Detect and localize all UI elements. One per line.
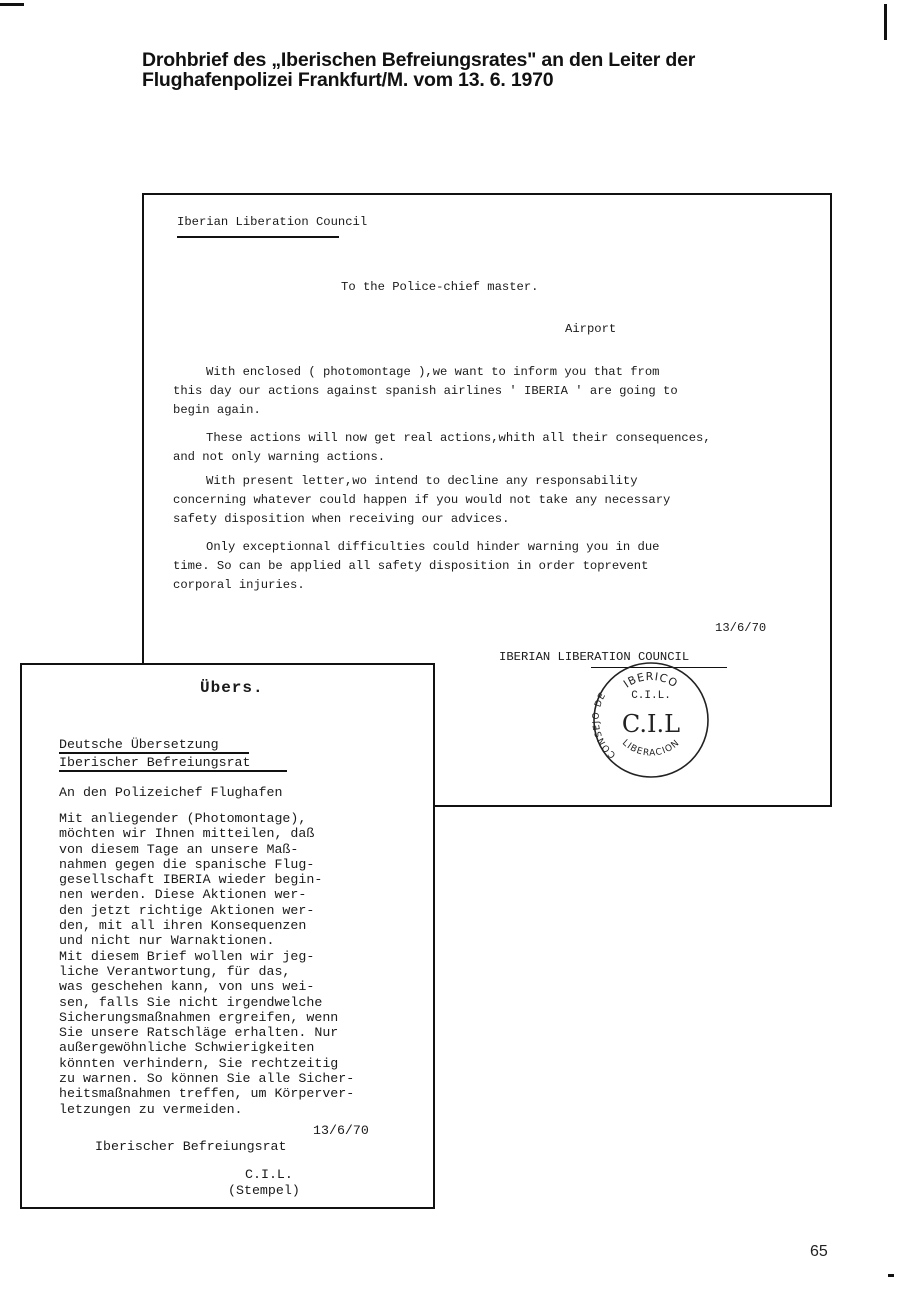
translation-line: den, mit all ihren Konsequenzen [59,918,307,934]
letter-line: These actions will now get real actions,whith all their consequences, [206,431,711,445]
translation-line: den jetzt richtige Aktionen wer- [59,902,315,918]
letter-line: Only exceptionnal difficulties could hinder warning you in due [206,540,660,554]
translation-title-1-underline [59,752,249,754]
translation-line: was geschehen kann, von uns wei- [59,979,315,995]
letter-line: corporal injuries. [173,578,305,593]
translation-line: gesellschaft IBERIA wieder begin- [59,872,323,888]
translation-title-2: Iberischer Befreiungsrat [59,755,251,770]
letter-paragraph-3 [173,472,803,530]
council-stamp [591,660,711,780]
german-translation [20,663,435,1209]
translation-stamp-note: (Stempel) [228,1183,300,1198]
letter-line: With enclosed ( photomontage ),we want to inform you that from [206,365,660,379]
letter-line: time. So can be applied all safety disposition in order toprevent [173,559,649,574]
translation-line: heitsmaßnahmen treffen, um Körperver- [59,1086,355,1102]
translation-line: Mit anliegender (Photomontage), [59,811,307,826]
translation-line: Mit diesem Brief wollen wir jeg- [59,948,315,964]
letter-signature: IBERIAN LIBERATION COUNCIL [499,650,690,664]
organization-underline [177,236,339,238]
letter-paragraph-2 [173,429,803,467]
translation-line: letzungen zu vermeiden. [59,1101,243,1117]
scan-corner-mark-bottom-right [888,1274,894,1277]
translation-line: könnten verhindern, Sie rechtzeitig [59,1055,339,1071]
translation-abbrev: C.I.L. [245,1167,293,1182]
letter-line: safety disposition when receiving our advices. [173,512,510,527]
stamp-inner-text: C.I.L. [631,690,671,702]
translation-title-1: Deutsche Übersetzung [59,737,219,752]
translation-line: liche Verantwortung, für das, [59,963,291,979]
letter-line: this day our actions against spanish airlines ' IBERIA ' are going to [173,384,678,399]
translation-line: von diesem Tage an unsere Maß- [59,841,299,857]
translation-line: Sicherungsmaßnahmen ergreifen, wenn [59,1009,339,1025]
stamp-center-text: C.I.L [621,710,681,738]
letter-date: 13/6/70 [715,621,767,635]
letter-addressee: To the Police-chief master. [341,280,539,294]
translation-line: zu warnen. So können Sie alle Sicher- [59,1071,355,1087]
translation-signature: Iberischer Befreiungsrat [95,1139,287,1154]
letter-line: concerning whatever could happen if you would not take any necessary [173,493,671,508]
letter-line: With present letter,wo intend to decline any responsability [206,474,638,488]
scan-corner-mark-top-left [0,3,24,6]
letter-paragraph-1 [173,363,803,421]
translation-line: und nicht nur Warnaktionen. [59,933,275,949]
scan-corner-mark-top-right [884,4,887,40]
translation-title-2-underline [59,770,287,772]
document-heading [142,50,842,90]
translation-line: außergewöhnliche Schwierigkeiten [59,1040,315,1056]
stamp-ring-top-text: IBERICO [621,669,681,691]
heading-line-2: Flughafenpolizei Frankfurt/M. vom 13. 6. 1970 [142,69,554,91]
translation-date: 13/6/70 [313,1123,369,1138]
letter-line: begin again. [173,403,261,418]
translation-line: nahmen gegen die spanische Flug- [59,856,315,872]
page-number: 65 [810,1243,828,1260]
letter-location: Airport [565,322,617,336]
letter-line: and not only warning actions. [173,450,386,465]
stamp-ring-bottom-text: LIBERACION [620,738,682,759]
translation-line: nen werden. Diese Aktionen wer- [59,887,307,903]
translation-addressee: An den Polizeichef Flughafen [59,785,283,800]
letter-paragraph-4 [173,538,803,596]
translation-line: möchten wir Ihnen mitteilen, daß [59,826,315,842]
stamp-ring-left-text: CONSEJO DE [591,690,619,760]
translation-label: Übers. [200,679,264,697]
translation-line: sen, falls Sie nicht irgendwelche [59,994,323,1010]
translation-body [59,811,354,1117]
letter-organization: Iberian Liberation Council [177,215,368,229]
translation-line: Sie unsere Ratschläge erhalten. Nur [59,1025,339,1041]
heading-line-1: Drohbrief des „Iberischen Befreiungsrates" an den Leiter der [142,49,696,71]
